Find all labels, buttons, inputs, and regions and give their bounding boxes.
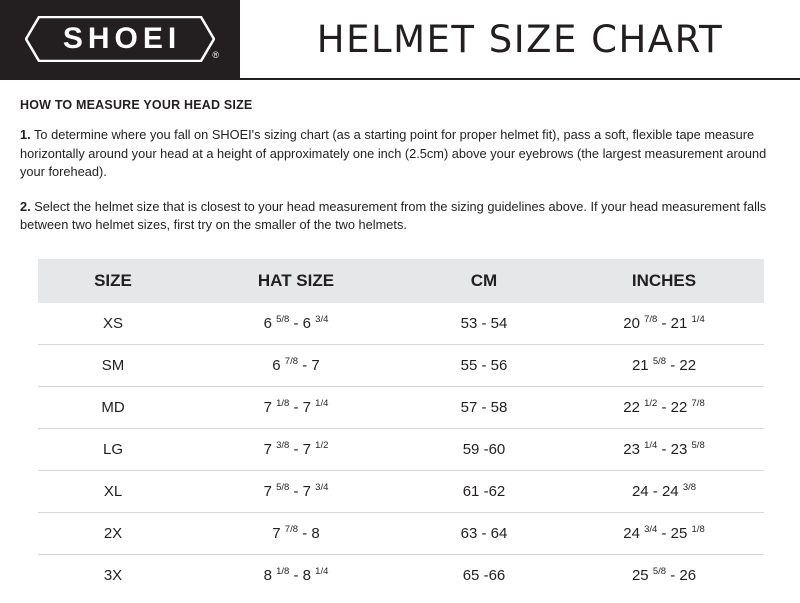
- logo-wordmark: SHOEI: [62, 22, 182, 55]
- table-row: [38, 554, 764, 596]
- table-head: [38, 259, 764, 303]
- cell-inches: 20 $^{7/8}$ - 21 $^{1/4}$: [564, 303, 764, 345]
- logo-hexagon-icon: [25, 16, 219, 62]
- instruction-step-2-text: Select the helmet size that is closest to your head measurement from the sizing guidelines above. If your head measurement falls between two helmet sizes, first try on the smaller of the two helmets.: [20, 198, 767, 233]
- cell-cm: 59 -60: [404, 428, 564, 470]
- size-table-wrapper: [0, 251, 800, 596]
- table-row: [38, 512, 764, 554]
- cell-size: MD: [38, 386, 188, 428]
- cell-cm: 57 - 58: [404, 386, 564, 428]
- cell-size: XL: [38, 470, 188, 512]
- shoei-logo: [0, 0, 240, 78]
- logo-trademark-symbol: ®: [212, 50, 219, 60]
- cell-size: SM: [38, 344, 188, 386]
- cell-size: XS: [38, 303, 188, 345]
- table-row: [38, 470, 764, 512]
- instruction-step-2: [20, 198, 776, 235]
- table-row: [38, 428, 764, 470]
- cell-inches: 21 $^{5/8}$ - 22: [564, 344, 764, 386]
- cell-hat-size: 6 $^{7/8}$ - 7: [188, 344, 404, 386]
- instruction-step-1: [20, 126, 776, 182]
- table-row: [38, 386, 764, 428]
- cell-hat-size: 6 $^{5/8}$ - 6 $^{3/4}$: [188, 303, 404, 345]
- page-title-block: [240, 0, 800, 78]
- column-header-hat-size: HAT SIZE: [188, 259, 404, 303]
- cell-cm: 53 - 54: [404, 303, 564, 345]
- page-header: [0, 0, 800, 80]
- cell-cm: 63 - 64: [404, 512, 564, 554]
- cell-inches: 24 - 24 $^{3/8}$: [564, 470, 764, 512]
- cell-size: 2X: [38, 512, 188, 554]
- cell-inches: 25 $^{5/8}$ - 26: [631, 565, 697, 584]
- cell-cm: 55 - 56: [404, 344, 564, 386]
- instructions-section: [0, 80, 800, 235]
- page-title: HELMET SIZE CHART: [316, 17, 724, 61]
- cell-hat-size: 7 $^{5/8}$ - 7 $^{3/4}$: [188, 470, 404, 512]
- column-header-inches: INCHES: [564, 259, 764, 303]
- instruction-step-1-number: 1.: [20, 127, 31, 142]
- cell-cm: 65 -66: [462, 566, 506, 584]
- instruction-step-2-number: 2.: [20, 198, 31, 214]
- cell-size: 3X: [103, 566, 123, 584]
- column-header-size: SIZE: [38, 259, 188, 303]
- cell-cm: 61 -62: [404, 470, 564, 512]
- helmet-size-table: [38, 259, 764, 596]
- instructions-heading: HOW TO MEASURE YOUR HEAD SIZE: [20, 98, 253, 112]
- cell-hat-size: 7 $^{1/8}$ - 7 $^{1/4}$: [188, 386, 404, 428]
- cell-size: LG: [38, 428, 188, 470]
- instruction-step-1-text: To determine where you fall on SHOEI's sizing chart (as a starting point for proper helmet fit), pass a soft, flexible tape measure horizontally around your head at a height of approximately one inch (2.5cm) above your eyebrows (the largest measurement around your forehead).: [20, 127, 767, 180]
- table-row: [38, 303, 764, 345]
- cell-hat-size: 7 $^{3/8}$ - 7 $^{1/2}$: [188, 428, 404, 470]
- table-header-row: [38, 259, 764, 303]
- cell-inches: 24 $^{3/4}$ - 25 $^{1/8}$: [564, 512, 764, 554]
- table-body: [38, 303, 764, 596]
- cell-hat-size: 7 $^{7/8}$ - 8: [188, 512, 404, 554]
- cell-hat-size: 8 $^{1/8}$ - 8 $^{1/4}$: [263, 565, 329, 584]
- table-row: [38, 344, 764, 386]
- cell-inches: 23 $^{1/4}$ - 23 $^{5/8}$: [564, 428, 764, 470]
- cell-inches: 22 $^{1/2}$ - 22 $^{7/8}$: [564, 386, 764, 428]
- column-header-cm: CM: [404, 259, 564, 303]
